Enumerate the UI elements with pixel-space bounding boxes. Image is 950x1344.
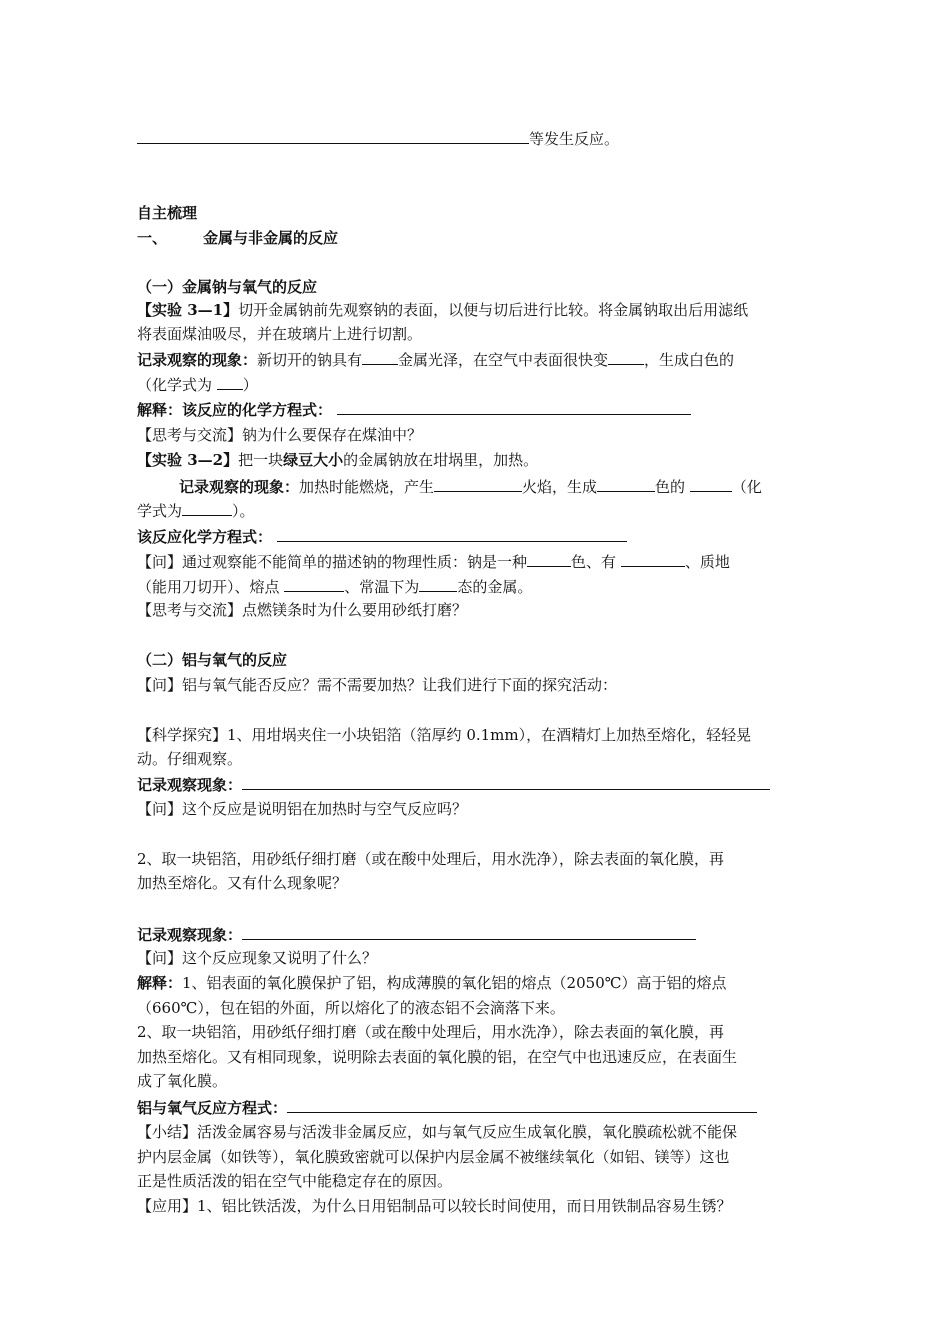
summary-cont: 护内层金属（如铁等），氧化膜致密就可以保护内层金属不被继续氧化（如铝、镁等）这也	[137, 1148, 730, 1166]
blank[interactable]	[182, 500, 232, 516]
observation-1-cont	[137, 374, 813, 395]
explain-label: 解释：	[137, 974, 183, 992]
experiment-3-1	[137, 300, 813, 320]
record-observation-2	[137, 924, 813, 945]
text: ）。	[232, 502, 255, 520]
blank[interactable]	[419, 576, 457, 592]
blank[interactable]	[434, 476, 522, 492]
experiment-text: 切开金属钠前先观察钠的表面，以便与切后进行比较。将金属钠取出后用滤纸	[238, 301, 749, 319]
subsection-aluminum-title: （二）铝与氧气的反应	[137, 651, 288, 669]
text: 学式为	[137, 502, 183, 520]
blank[interactable]	[284, 576, 344, 592]
blank[interactable]	[337, 399, 691, 415]
section-1-title	[137, 228, 813, 248]
explanation-1-cont: （660℃），包在铝的外面，所以熔化了的液态铝不会滴落下来。	[137, 999, 565, 1017]
text: 态的金属。	[457, 578, 533, 596]
blank[interactable]	[527, 551, 571, 567]
reaction-equation	[137, 526, 813, 547]
summary-end: 正是性质活泼的铝在空气中能稳定存在的原因。	[137, 1172, 453, 1190]
bold-text: 绿豆大小	[283, 451, 344, 469]
question-2: 【问】这个反应是说明铝在加热时与空气反应吗？	[137, 800, 468, 818]
step-2-cont: 加热至熔化。又有什么现象呢？	[137, 874, 348, 892]
text: 、常温下为	[344, 578, 420, 596]
top-blank-line	[137, 128, 813, 149]
blank[interactable]	[362, 349, 398, 365]
question-3: 【问】这个反应现象又说明了什么？	[137, 949, 378, 967]
section-number: 一、	[137, 229, 168, 247]
question-sodium-properties	[137, 551, 813, 572]
text: 把一块	[238, 451, 284, 469]
blank[interactable]	[690, 476, 732, 492]
blank[interactable]	[217, 374, 243, 390]
text: 的金属钠放在坩埚里，加热。	[343, 451, 539, 469]
blank[interactable]	[608, 349, 644, 365]
think-1: 【思考与交流】钠为什么要保存在煤油中？	[137, 426, 423, 444]
blank[interactable]	[242, 774, 770, 790]
explanation-2-cont: 加热至熔化。又有相同现象，说明除去表面的氧化膜的铝，在空气中也迅速反应，在表面生	[137, 1048, 738, 1066]
text: （化学式为	[137, 376, 213, 394]
question-sodium-properties-cont	[137, 576, 813, 597]
observation-1	[137, 349, 813, 370]
aluminum-equation	[137, 1097, 813, 1118]
record-observation-1	[137, 774, 813, 795]
experiment-3-1-cont: 将表面煤油吸尽，并在玻璃片上进行切割。	[137, 325, 423, 343]
equation-label: 该反应化学方程式：	[137, 528, 273, 546]
text: 加热时能燃烧，产生	[299, 478, 435, 496]
summary: 【小结】活泼金属容易与活泼非金属反应，如与氧气反应生成氧化膜，氧化膜疏松就不能保	[137, 1123, 738, 1141]
blank[interactable]	[277, 526, 627, 542]
step-2: 2、取一块铝箔，用砂纸仔细打磨（或在酸中处理后，用水洗净），除去表面的氧化膜，再	[137, 850, 725, 868]
text: 火焰，生成	[522, 478, 598, 496]
experiment-tag: 【实验 3—2】	[137, 451, 239, 469]
text: 【问】通过观察能不能简单的描述钠的物理性质：钠是一种	[137, 553, 528, 571]
blank[interactable]	[597, 476, 655, 492]
section-title: 金属与非金属的反应	[203, 229, 339, 247]
top-suffix: 等发生反应。	[529, 130, 620, 148]
text: 金属光泽，在空气中表面很快变	[398, 351, 609, 369]
text: （能用刀切开）、熔点	[137, 578, 280, 596]
record-label: 记录观察现象：	[137, 776, 243, 794]
record-label: 记录观察现象：	[137, 926, 243, 944]
observation-label: 记录观察的现象：	[179, 478, 300, 496]
explanation-2-end: 成了氧化膜。	[137, 1072, 228, 1090]
science-explore-1: 【科学探究】1、用坩埚夹住一小块铝箔（箔厚约 0.1mm），在酒精灯上加热至熔化，轻轻晃	[137, 726, 752, 744]
blank[interactable]	[242, 924, 696, 940]
observation-2	[137, 476, 813, 497]
blank[interactable]	[621, 551, 685, 567]
section-heading: 自主梳理	[137, 204, 198, 222]
text: 色、有	[571, 553, 617, 571]
text: 、质地	[684, 553, 730, 571]
explanation-2: 2、取一块铝箔，用砂纸仔细打磨（或在酸中处理后，用水洗净），除去表面的氧化膜，再	[137, 1023, 725, 1041]
text: 1、铝表面的氧化膜保护了铝，构成薄膜的氧化铝的熔点（2050℃）高于铝的熔点	[182, 974, 727, 992]
science-explore-1-cont: 动。仔细观察。	[137, 750, 243, 768]
question-aluminum: 【问】铝与氧气能否反应？需不需要加热？让我们进行下面的探究活动：	[137, 676, 618, 694]
think-2: 【思考与交流】点燃镁条时为什么要用砂纸打磨？	[137, 601, 468, 619]
text: （化	[731, 478, 762, 496]
equation-label: 铝与氧气反应方程式：	[137, 1099, 288, 1117]
observation-2-cont	[137, 500, 813, 521]
blank[interactable]	[137, 128, 529, 144]
text: 色的	[655, 478, 686, 496]
application-1: 【应用】1、铝比铁活泼，为什么日用铝制品可以较长时间使用，而日用铁制品容易生锈？	[137, 1197, 732, 1215]
blank[interactable]	[287, 1097, 757, 1113]
subsection-sodium-title: （一）金属钠与氧气的反应	[137, 278, 318, 296]
experiment-3-2	[137, 450, 813, 470]
explain-equation	[137, 399, 813, 420]
observation-label: 记录观察的现象：	[137, 351, 258, 369]
text: ，生成白色的	[644, 351, 735, 369]
explanation-1	[137, 973, 813, 993]
text: ）	[242, 376, 258, 394]
explain-label: 解释：该反应的化学方程式：	[137, 401, 333, 419]
text: 新切开的钠具有	[257, 351, 363, 369]
experiment-tag: 【实验 3—1】	[137, 301, 239, 319]
